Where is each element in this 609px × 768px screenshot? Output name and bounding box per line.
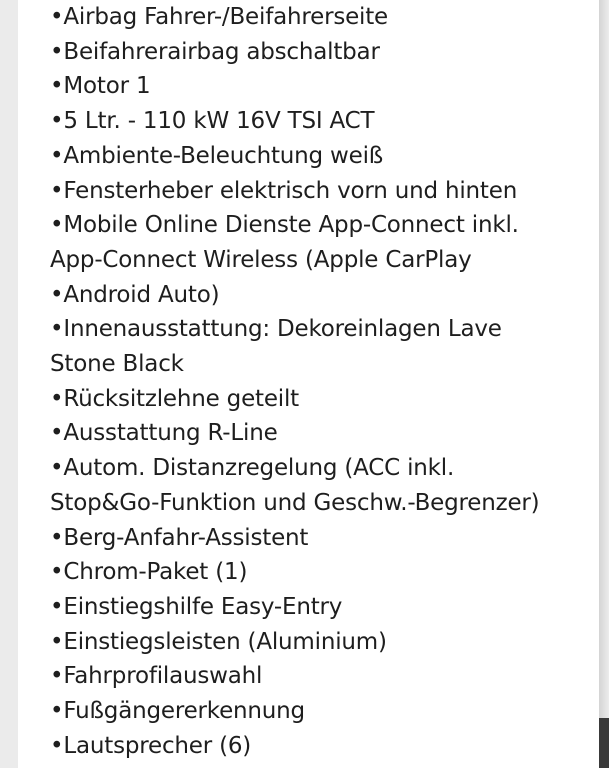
feature-line: •Fußgängererkennung xyxy=(50,698,305,725)
feature-line: •Einstiegshilfe Easy-Entry xyxy=(50,593,343,620)
feature-line: Stone Black xyxy=(50,351,184,378)
feature-line: •Innenausstattung: Dekoreinlagen Lave xyxy=(50,316,502,343)
feature-line: Stop&Go-Funktion und Geschw.-Begrenzer) xyxy=(50,489,540,516)
feature-line: •Rücksitzlehne geteilt xyxy=(50,385,299,412)
feature-line: •Fahrprofilauswahl xyxy=(50,663,263,690)
feature-line: •Mobile Online Dienste App-Connect inkl. xyxy=(50,212,519,239)
feature-line: •Lautsprecher (6) xyxy=(50,732,252,759)
page-edge-shadow xyxy=(599,0,609,768)
feature-line: •Android Auto) xyxy=(50,281,220,308)
feature-card xyxy=(18,0,599,768)
feature-line: •Beifahrerairbag abschaltbar xyxy=(50,38,380,65)
feature-line: •Motor 1 xyxy=(50,73,151,100)
page-corner-mark xyxy=(599,718,609,768)
feature-line: •Berg-Anfahr-Assistent xyxy=(50,524,309,551)
feature-line: •Ausstattung R-Line xyxy=(50,420,278,447)
feature-line: •Einstiegsleisten (Aluminium) xyxy=(50,628,387,655)
feature-line: •Airbag Fahrer-/Beifahrerseite xyxy=(50,4,389,30)
feature-line: •Chrom-Paket (1) xyxy=(50,559,248,586)
feature-line: •Ambiente-Beleuchtung weiß xyxy=(50,142,384,169)
feature-line: •Fensterheber elektrisch vorn und hinten xyxy=(50,177,518,204)
feature-line: •5 Ltr. - 110 kW 16V TSI ACT xyxy=(50,108,375,135)
feature-line: App-Connect Wireless (Apple CarPlay xyxy=(50,246,472,273)
feature-line: •Autom. Distanzregelung (ACC inkl. xyxy=(50,455,455,482)
feature-list xyxy=(50,0,599,763)
